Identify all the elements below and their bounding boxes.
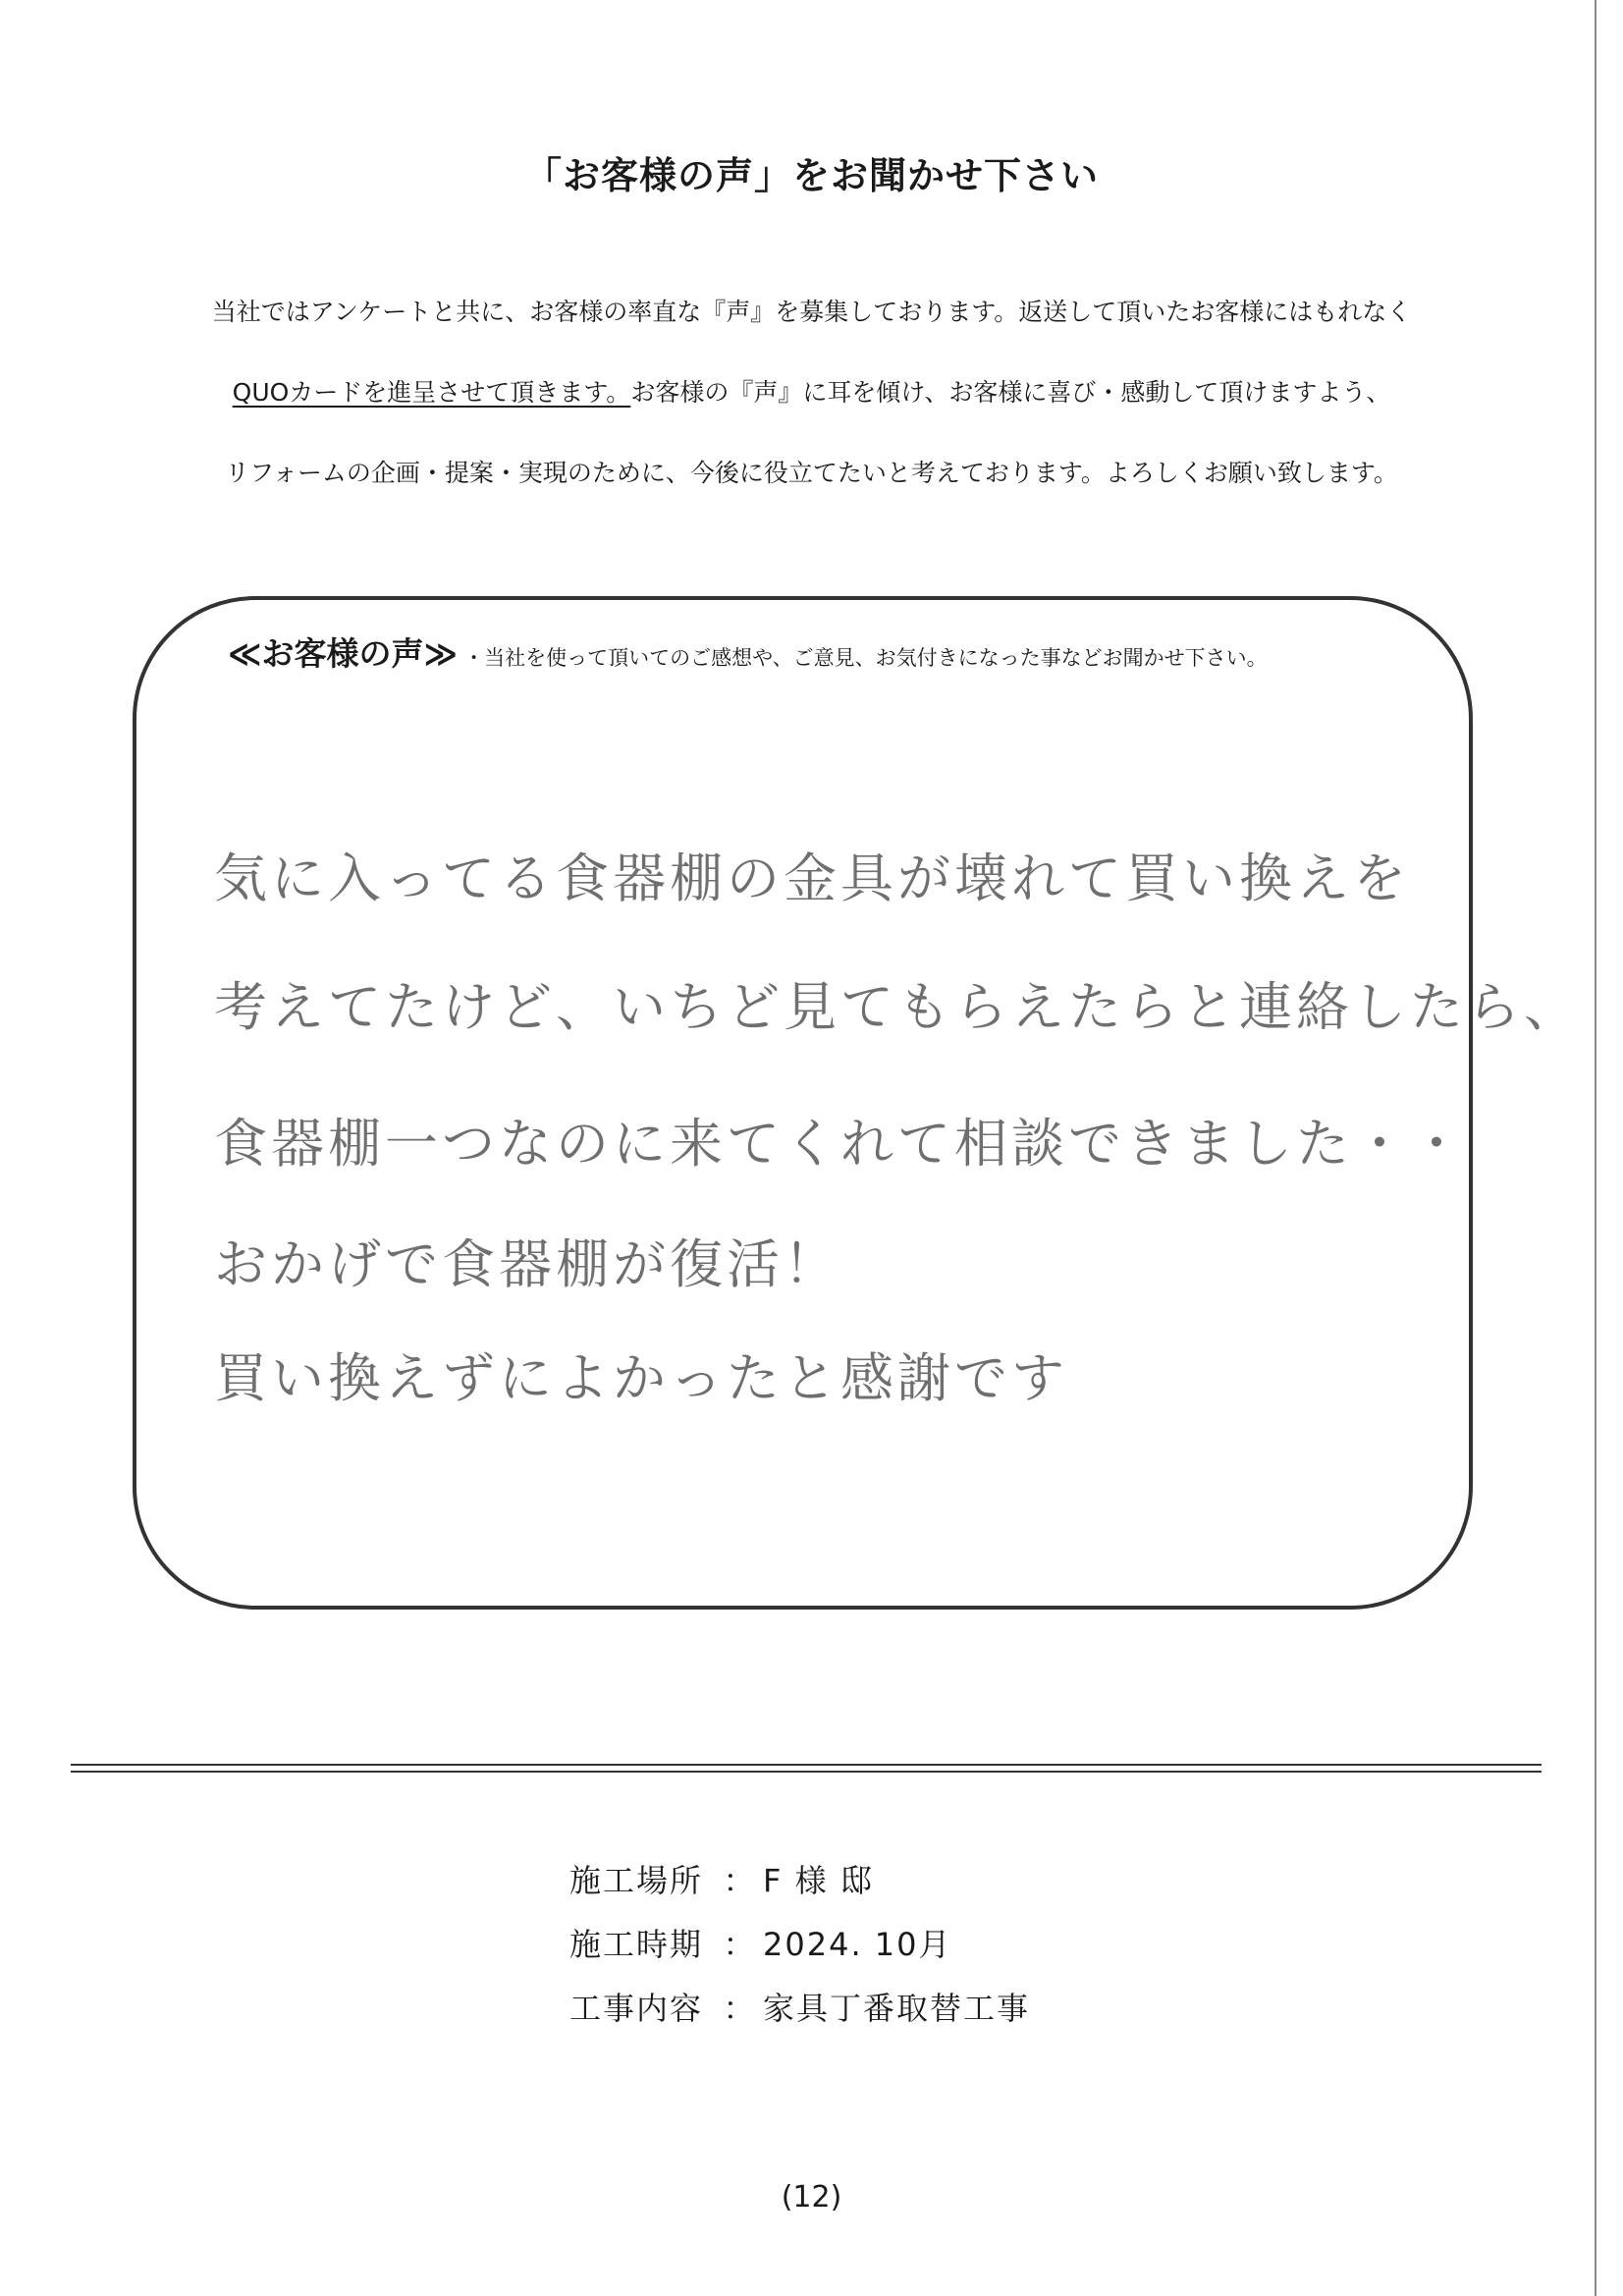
info-separator: ： [723,1926,757,1963]
handwritten-comment-line: 気に入ってる食器棚の金具が壊れて買い換えを [214,847,1410,909]
page-title: 「お客様の声」をお聞かせ下さい [523,154,1099,197]
page-edge-line [1595,0,1596,2296]
double-rule-bottom [71,1771,1542,1773]
double-rule-top [71,1764,1542,1766]
voice-box-header [228,629,1268,675]
handwritten-comment-line: 食器棚一つなのに来てくれて相談できました・・ [214,1113,1467,1175]
info-work-row [569,1984,1030,2029]
intro-line-2 [0,373,1623,409]
info-period-row [569,1920,952,1965]
info-period-value: 2024. 10月 [763,1926,952,1963]
info-separator: ： [723,1862,757,1899]
voice-box-note: ・当社を使って頂いてのご感想や、ご意見、お気付きになった事などお聞かせ下さい。 [463,646,1268,670]
voice-box-heading: ≪お客様の声≫ [228,634,459,673]
info-location-label: 施工場所 [569,1862,704,1899]
info-period-label: 施工時期 [569,1926,704,1963]
quo-card-notice: QUOカードを進呈させて頂きます。 [232,378,631,407]
intro-line-2-rest: お客様の『声』に耳を傾け、お客様に喜び・感動して頂けますよう、 [630,378,1391,407]
info-work-label: 工事内容 [569,1990,704,2027]
info-location-value: F 様 邸 [763,1862,874,1899]
intro-line-1: 当社ではアンケートと共に、お客様の率直な『声』を募集しております。返送して頂いたお客様にはもれなく [211,298,1412,326]
handwritten-comment-line: おかげで食器棚が復活！ [214,1233,840,1295]
info-work-value: 家具丁番取替工事 [763,1990,1031,2027]
handwritten-comment-line: 考えてたけど、いちど見てもらえたらと連絡したら、 [214,976,1581,1038]
page-number: (12) [781,2180,842,2214]
info-location-row [569,1856,874,1901]
intro-line-3: リフォームの企画・提案・実現のために、今後に役立てたいと考えております。よろしくお願い致します。 [225,459,1398,487]
info-separator: ： [723,1990,757,2027]
handwritten-comment-line: 買い換えずによかったと感謝です [214,1347,1068,1409]
